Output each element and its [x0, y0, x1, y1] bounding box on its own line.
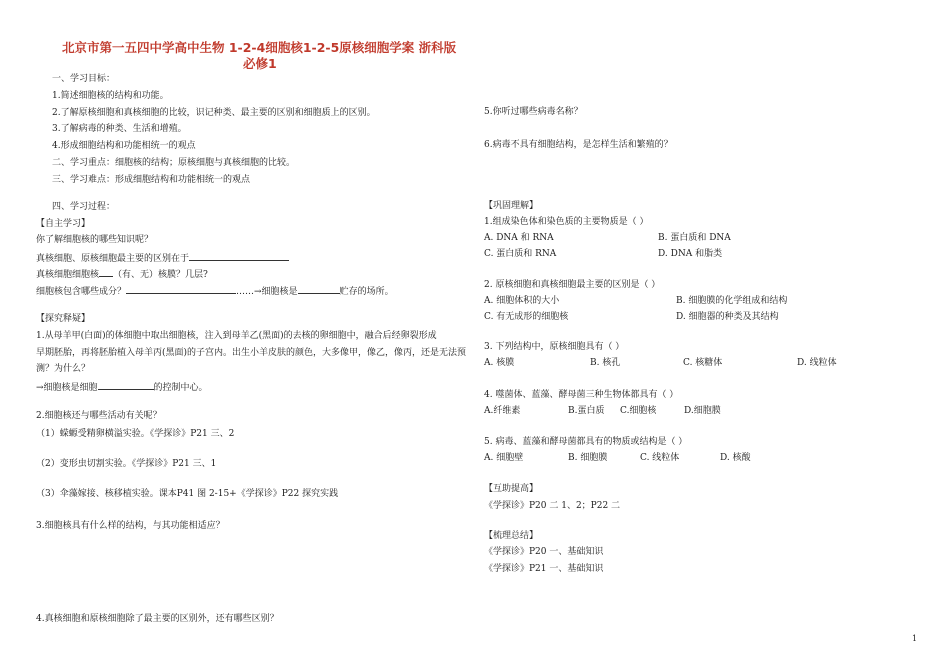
mc-q3-option-d: D. 线粒体 [797, 358, 837, 368]
mc-q5-option-b: B. 细胞膜 [568, 453, 608, 463]
mc-q4-option-b: B.蛋白质 [568, 406, 605, 416]
mc-q5-option-c: C. 线粒体 [640, 453, 680, 463]
mc-question-3: 3. 下列结构中，原核细胞具有（ ） [484, 342, 625, 352]
answer-blank[interactable] [126, 284, 236, 294]
mc-q1-option-c: C. 蛋白质和 RNA [484, 249, 557, 259]
answer-blank[interactable] [189, 251, 289, 261]
summary-heading: 【梳理总结】 [484, 531, 539, 541]
explore-q2-item-2: （2）变形虫切割实验。《学探诊》P21 三、1 [36, 459, 217, 469]
objective-4: 4.形成细胞结构和功能相统一的观点 [52, 141, 196, 151]
page-number: 1 [912, 634, 918, 643]
self-study-heading: 【自主学习】 [36, 219, 91, 229]
explore-q1-line-4-text-b: 的控制中心。 [153, 383, 208, 393]
mc-question-2: 2. 原核细胞和真核细胞最主要的区别是（ ） [484, 280, 661, 290]
objective-3: 3.了解病毒的种类、生活和增殖。 [52, 124, 187, 134]
self-study-line-4 [36, 284, 394, 298]
objective-2: 2.了解原核细胞和真核细胞的比较，识记种类、最主要的区别和细胞质上的区别。 [52, 108, 376, 118]
key-points: 二、学习重点：细胞核的结构；原核细胞与真核细胞的比较。 [52, 158, 296, 168]
question-virus-names: 5.你听过哪些病毒名称？ [484, 107, 583, 117]
mc-q4-option-d: D.细胞膜 [684, 406, 721, 416]
consolidate-heading: 【巩固理解】 [484, 201, 539, 211]
mc-question-4: 4. 噬菌体、蓝藻、酵母菌三种生物体都具有（ ） [484, 390, 679, 400]
mc-q2-option-d: D. 细胞器的种类及其结构 [676, 312, 779, 322]
summary-line-1: 《学探诊》P20 一、基础知识 [484, 547, 604, 557]
summary-line-2: 《学探诊》P21 一、基础知识 [484, 564, 604, 574]
explore-q1-line-1: 1.从母羊甲(白面)的体细胞中取出细胞核，注入到母羊乙(黑面)的去核的卵细胞中，融合后经卵裂形成 [36, 331, 437, 341]
self-study-line-4-text: 细胞核包含哪些成分？ [36, 287, 127, 297]
mc-q4-option-a: A.纤维素 [484, 406, 521, 416]
mc-q2-option-c: C. 有无成形的细胞核 [484, 312, 569, 322]
mc-q2-option-b: B. 细胞膜的化学组成和结构 [676, 296, 788, 306]
explore-heading: 【探究释疑】 [36, 314, 91, 324]
self-study-line-4-text-b: ……→细胞核是 [236, 287, 298, 297]
mc-question-1: 1.组成染色体和染色质的主要物质是（ ） [484, 217, 649, 227]
explore-q2-item-3: （3）伞藻嫁接、核移植实验。课本P41 图 2-15+《学探诊》P22 探究实践 [36, 489, 339, 499]
answer-blank[interactable] [298, 284, 340, 294]
mc-q3-option-c: C. 核糖体 [683, 358, 723, 368]
explore-q2-item-1: （1）蝾螈受精卵横溢实验。《学探诊》P21 三、2 [36, 429, 235, 439]
explore-q1-line-3: 测？为什么？ [36, 364, 91, 374]
mc-q3-option-a: A. 核膜 [484, 358, 515, 368]
mc-q5-option-d: D. 核酸 [720, 453, 751, 463]
explore-q4: 4.真核细胞和原核细胞除了最主要的区别外，还有哪些区别？ [36, 614, 279, 624]
mc-q1-option-b: B. 蛋白质和 DNA [658, 233, 731, 243]
mc-question-5: 5. 病毒、蓝藻和酵母菌都具有的物质或结构是（ ） [484, 437, 688, 447]
answer-blank[interactable] [99, 267, 113, 277]
learning-process-heading: 四、学习过程： [52, 202, 116, 212]
self-study-line-3-text-b: （有、无）核膜？几层? [113, 270, 208, 280]
document-title-line-1: 北京市第一五四中学高中生物 1-2-4细胞核1-2-5原核细胞学案 浙科版 [62, 40, 457, 55]
explore-q1-line-4 [36, 380, 208, 394]
mc-q2-option-a: A. 细胞体积的大小 [484, 296, 560, 306]
self-study-line-1: 你了解细胞核的哪些知识呢？ [36, 235, 154, 245]
section-objectives-heading: 一、学习目标： [52, 74, 116, 84]
difficult-points: 三、学习难点：形成细胞结构和功能相统一的观点 [52, 175, 251, 185]
mc-q1-option-d: D. DNA 和脂类 [658, 249, 723, 259]
mc-q1-option-a: A. DNA 和 RNA [484, 233, 554, 243]
mutual-help-heading: 【互助提高】 [484, 484, 539, 494]
objective-1: 1.简述细胞核的结构和功能。 [52, 91, 169, 101]
self-study-line-2-text: 真核细胞、原核细胞最主要的区别在于 [36, 254, 190, 264]
self-study-line-2 [36, 251, 289, 265]
mc-q4-option-c: C.细胞核 [620, 406, 657, 416]
self-study-line-3-text: 真核细胞细胞核 [36, 270, 100, 280]
explore-q2: 2.细胞核还与哪些活动有关呢？ [36, 411, 162, 421]
explore-q3: 3.细胞核具有什么样的结构，与其功能相适应？ [36, 521, 225, 531]
answer-blank[interactable] [98, 380, 154, 390]
mutual-help-line: 《学探诊》P20 二 1、2；P22 二 [484, 501, 621, 511]
explore-q1-line-2: 早期胚胎，再将胚胎植入母羊丙(黑面)的子宫内。出生小羊皮肤的颜色，大多像甲，像乙，像丙，还是无法预 [36, 348, 467, 358]
question-virus-life: 6.病毒不具有细胞结构，是怎样生活和繁殖的？ [484, 140, 673, 150]
document-title-line-2: 必修1 [243, 56, 277, 71]
self-study-line-4-text-c: 贮存的场所。 [339, 287, 394, 297]
mc-q3-option-b: B. 核孔 [590, 358, 621, 368]
mc-q5-option-a: A. 细胞壁 [484, 453, 524, 463]
self-study-line-3 [36, 267, 208, 281]
explore-q1-line-4-text: →细胞核是细胞 [36, 383, 98, 393]
